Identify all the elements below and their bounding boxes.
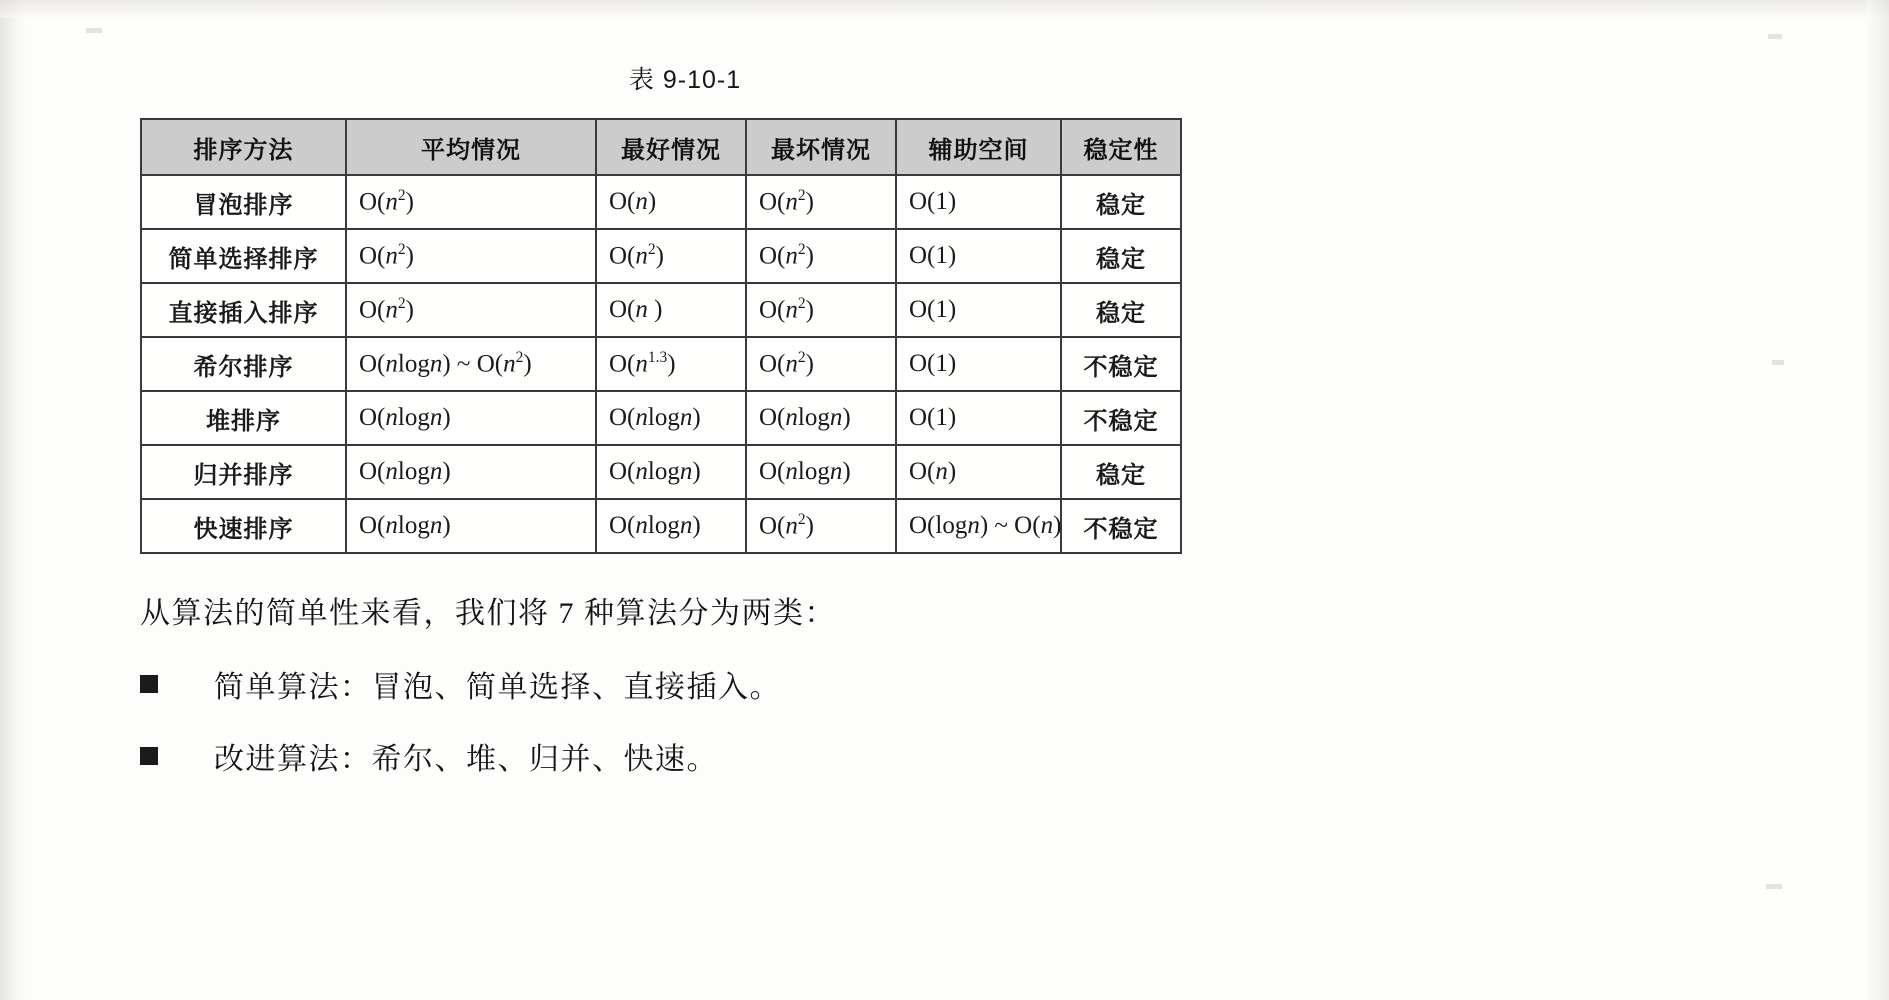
cell-best: O(nlogn) (596, 391, 746, 445)
scan-speck (1772, 360, 1784, 365)
cell-worst: O(nlogn) (746, 391, 896, 445)
cell-space: O(n) (896, 445, 1061, 499)
cell-worst: $O(n^2)$ (746, 229, 896, 283)
column-header-worst: 最坏情况 (746, 119, 896, 175)
cell-worst: $O(n^2)$ (746, 499, 896, 553)
table-row (141, 391, 1181, 445)
cell-method: 冒泡排序 (141, 175, 346, 229)
cell-stability: 稳定 (1061, 229, 1181, 283)
column-header-method: 排序方法 (141, 119, 346, 175)
table-row (141, 337, 1181, 391)
cell-average: O(nlogn) (346, 445, 596, 499)
cell-worst: $O(n^2)$ (746, 337, 896, 391)
cell-space: O(logn) ~ O(n) (896, 499, 1061, 553)
cell-average: O(nlogn) ~ $O(n^2)$ (346, 337, 596, 391)
cell-method: 堆排序 (141, 391, 346, 445)
list-item-label: 改进算法：希尔、堆、归并、快速。 (214, 743, 718, 776)
cell-average: $O(n^2)$ (346, 229, 596, 283)
cell-average: O(nlogn) (346, 391, 596, 445)
document-content (140, 60, 1220, 778)
body-paragraph: 从算法的简单性来看，我们将 7 种算法分为两类： (140, 597, 836, 630)
cell-stability: 不稳定 (1061, 337, 1181, 391)
cell-stability: 稳定 (1061, 175, 1181, 229)
cell-space: O(1) (896, 337, 1061, 391)
scan-speck (1768, 34, 1782, 39)
cell-average: O(nlogn) (346, 499, 596, 553)
cell-best: O(n ) (596, 283, 746, 337)
cell-method: 归并排序 (141, 445, 346, 499)
square-bullet-icon (140, 747, 158, 765)
sorting-algorithms-table (140, 118, 1182, 554)
table-header-row (141, 119, 1181, 175)
list-item (140, 662, 1220, 706)
page-edge-shadow-right (1867, 0, 1889, 1000)
cell-stability: 不稳定 (1061, 499, 1181, 553)
list-item (140, 734, 1220, 778)
cell-worst: $O(n^2)$ (746, 283, 896, 337)
cell-average: $O(n^2)$ (346, 283, 596, 337)
table-row (141, 175, 1181, 229)
cell-best: O(nlogn) (596, 499, 746, 553)
cell-space: O(1) (896, 283, 1061, 337)
table-row (141, 499, 1181, 553)
table-row (141, 445, 1181, 499)
table-row (141, 229, 1181, 283)
cell-stability: 稳定 (1061, 445, 1181, 499)
page-edge-shadow-left (0, 0, 26, 1000)
table-caption: 表 9-10-1 (628, 66, 742, 94)
table-row (141, 283, 1181, 337)
cell-space: O(1) (896, 175, 1061, 229)
bullet-list (140, 662, 1220, 778)
column-header-best: 最好情况 (596, 119, 746, 175)
column-header-average: 平均情况 (346, 119, 596, 175)
square-bullet-icon (140, 675, 158, 693)
cell-best: O(nlogn) (596, 445, 746, 499)
list-item-label: 简单算法：冒泡、简单选择、直接插入。 (214, 671, 781, 704)
column-header-space: 辅助空间 (896, 119, 1061, 175)
column-header-stability: 稳定性 (1061, 119, 1181, 175)
cell-method: 简单选择排序 (141, 229, 346, 283)
cell-method: 希尔排序 (141, 337, 346, 391)
cell-method: 快速排序 (141, 499, 346, 553)
cell-best: O(n) (596, 175, 746, 229)
cell-best: $O(n^{1.3})$ (596, 337, 746, 391)
cell-stability: 不稳定 (1061, 391, 1181, 445)
cell-stability: 稳定 (1061, 283, 1181, 337)
cell-average: $O(n^2)$ (346, 175, 596, 229)
cell-worst: O(nlogn) (746, 445, 896, 499)
page-edge-shadow-top (0, 0, 1889, 18)
cell-worst: $O(n^2)$ (746, 175, 896, 229)
cell-space: O(1) (896, 391, 1061, 445)
scan-speck (1766, 884, 1782, 889)
scan-speck (86, 28, 102, 33)
cell-method: 直接插入排序 (141, 283, 346, 337)
cell-space: O(1) (896, 229, 1061, 283)
cell-best: $O(n^2)$ (596, 229, 746, 283)
